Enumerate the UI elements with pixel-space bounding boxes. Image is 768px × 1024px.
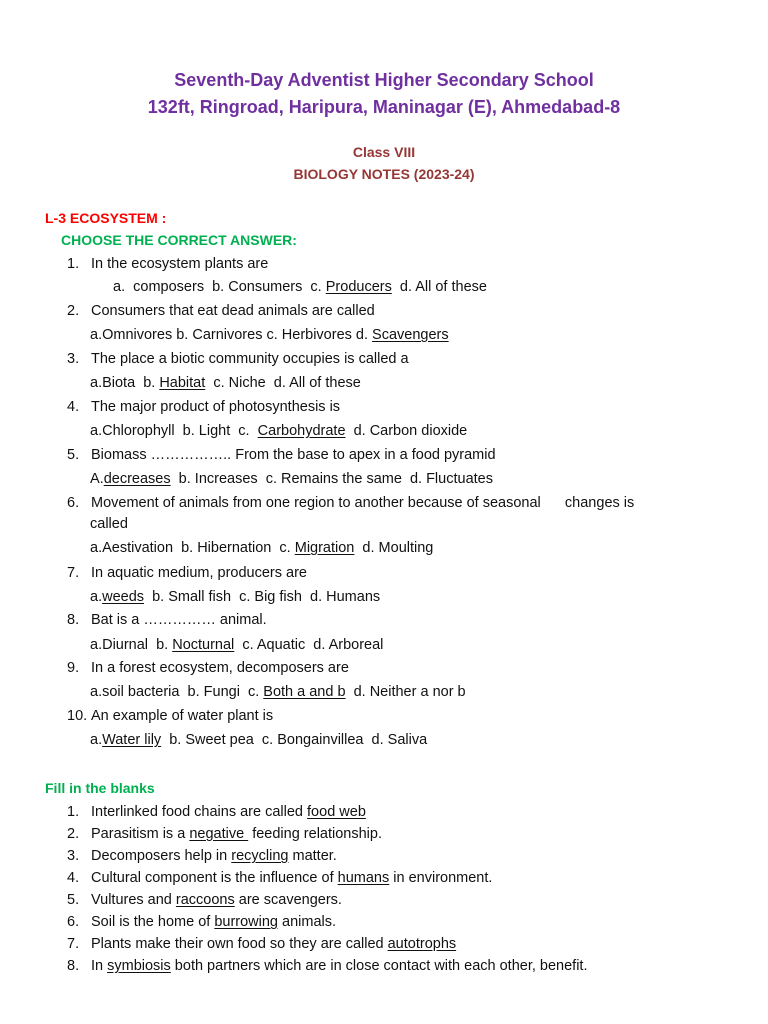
answer: Nocturnal <box>172 637 235 653</box>
item-number: 5. <box>67 892 80 908</box>
question-text: In the ecosystem plants are <box>91 256 269 272</box>
answer: humans <box>337 870 390 886</box>
options-text: d. All of these <box>391 279 487 295</box>
options-text: a.Diurnal b. <box>90 637 173 653</box>
mcq-question <box>67 256 268 272</box>
school-address: 132ft, Ringroad, Haripura, Maninagar (E), Ahmedabad-8 <box>147 97 621 117</box>
question-number: 10. <box>67 708 88 724</box>
fill-item <box>67 826 382 842</box>
mcq-options <box>90 540 433 556</box>
question-number: 1. <box>67 256 80 272</box>
item-text: Decomposers help in <box>91 848 232 864</box>
item-number: 1. <box>67 804 80 820</box>
answer: autotrophs <box>387 936 457 952</box>
options-text: a.Aestivation b. Hibernation c. <box>90 540 295 556</box>
mcq-options <box>90 637 383 653</box>
question-text: Consumers that eat dead animals are called <box>91 303 375 319</box>
item-number: 8. <box>67 958 80 974</box>
options-text: a.Chlorophyll b. Light c. <box>90 423 258 439</box>
mcq-question <box>67 708 273 724</box>
answer: negative <box>189 826 249 842</box>
answer: Both a and b <box>263 684 346 700</box>
options-text: d. Carbon dioxide <box>345 423 468 439</box>
mcq-options <box>90 589 380 605</box>
options-text: a.Biota b. <box>90 375 160 391</box>
mcq-question <box>67 495 634 511</box>
answer: food web <box>307 804 366 820</box>
item-number: 7. <box>67 936 80 952</box>
question-text: The major product of photosynthesis is <box>91 399 341 415</box>
options-text: a.soil bacteria b. Fungi c. <box>90 684 264 700</box>
question-number: 6. <box>67 495 80 511</box>
fill-item <box>67 870 492 886</box>
answer: Habitat <box>159 375 206 391</box>
options-text: A. <box>90 471 104 487</box>
mcq-options <box>90 423 467 439</box>
question-text: In aquatic medium, producers are <box>91 565 307 581</box>
item-text: are scavengers. <box>234 892 342 908</box>
mcq-options <box>90 375 361 391</box>
fill-item <box>67 958 588 974</box>
fill-item <box>67 804 366 820</box>
question-text: An example of water plant is <box>91 708 274 724</box>
mcq-question <box>67 351 409 367</box>
chapter-title: L-3 ECOSYSTEM : <box>45 210 167 226</box>
options-text: c. Niche d. All of these <box>205 375 361 391</box>
answer: Water lily <box>102 732 162 748</box>
options-text: a. <box>90 589 103 605</box>
item-text: feeding relationship. <box>248 826 382 842</box>
mcq-question <box>67 660 349 676</box>
item-text: Plants make their own food so they are called <box>91 936 388 952</box>
fill-heading: Fill in the blanks <box>45 780 155 796</box>
mcq-question <box>67 399 340 415</box>
options-text: a. <box>90 732 103 748</box>
answer: symbiosis <box>107 958 171 974</box>
question-number: 4. <box>67 399 80 415</box>
options-text: a.Omnivores b. Carnivores c. Herbivores d. <box>90 327 373 343</box>
item-number: 6. <box>67 914 80 930</box>
question-text: Movement of animals from one region to another because of seasonal changes is <box>91 495 635 511</box>
answer: Migration <box>294 540 355 556</box>
item-text: Cultural component is the influence of <box>91 870 338 886</box>
school-name: Seventh-Day Adventist Higher Secondary School <box>174 70 594 90</box>
item-text: animals. <box>278 914 337 930</box>
question-number: 2. <box>67 303 80 319</box>
options-text: c. Aquatic d. Arboreal <box>234 637 384 653</box>
question-text: Bat is a …………… animal. <box>91 612 267 628</box>
item-text: Parasitism is a <box>91 826 190 842</box>
item-number: 2. <box>67 826 80 842</box>
item-text: in environment. <box>389 870 493 886</box>
answer: recycling <box>231 848 289 864</box>
answer: Carbohydrate <box>257 423 346 439</box>
options-text: a. composers b. Consumers c. <box>113 279 326 295</box>
question-text: Biomass …………….. From the base to apex in a food pyramid <box>91 447 496 463</box>
item-text: Interlinked food chains are called <box>91 804 308 820</box>
answer: Scavengers <box>372 327 449 343</box>
notes-title: BIOLOGY NOTES (2023-24) <box>293 166 475 182</box>
options-text: b. Increases c. Remains the same d. Fluctuates <box>170 471 493 487</box>
item-text: In <box>91 958 108 974</box>
options-text: d. Moulting <box>354 540 434 556</box>
answer: weeds <box>102 589 145 605</box>
item-number: 4. <box>67 870 80 886</box>
answer: raccoons <box>175 892 235 908</box>
question-number: 5. <box>67 447 80 463</box>
question-text-continued: called <box>90 516 128 532</box>
question-number: 3. <box>67 351 80 367</box>
answer: burrowing <box>214 914 278 930</box>
options-text: d. Neither a nor b <box>345 684 466 700</box>
item-text: Vultures and <box>91 892 176 908</box>
options-text: b. Sweet pea c. Bongainvillea d. Saliva <box>161 732 428 748</box>
mcq-question <box>67 612 267 628</box>
question-number: 7. <box>67 565 80 581</box>
answer: decreases <box>103 471 171 487</box>
item-number: 3. <box>67 848 80 864</box>
question-text: The place a biotic community occupies is called a <box>91 351 409 367</box>
mcq-options <box>113 279 487 295</box>
mcq-question <box>67 565 307 581</box>
fill-item <box>67 892 342 908</box>
item-text: matter. <box>288 848 337 864</box>
mcq-question <box>67 303 375 319</box>
answer: Producers <box>325 279 392 295</box>
fill-item <box>67 914 336 930</box>
question-text: In a forest ecosystem, decomposers are <box>91 660 349 676</box>
options-text: b. Small fish c. Big fish d. Humans <box>144 589 381 605</box>
fill-item <box>67 848 337 864</box>
mcq-options <box>90 684 466 700</box>
fill-item <box>67 936 456 952</box>
mcq-question <box>67 447 496 463</box>
mcq-options <box>90 732 427 748</box>
mcq-options <box>90 471 493 487</box>
mcq-heading: CHOOSE THE CORRECT ANSWER: <box>61 232 297 248</box>
question-number: 9. <box>67 660 80 676</box>
mcq-options <box>90 327 449 343</box>
item-text: Soil is the home of <box>91 914 215 930</box>
class-label: Class VIII <box>352 144 416 160</box>
question-number: 8. <box>67 612 80 628</box>
item-text: both partners which are in close contact with each other, benefit. <box>170 958 588 974</box>
